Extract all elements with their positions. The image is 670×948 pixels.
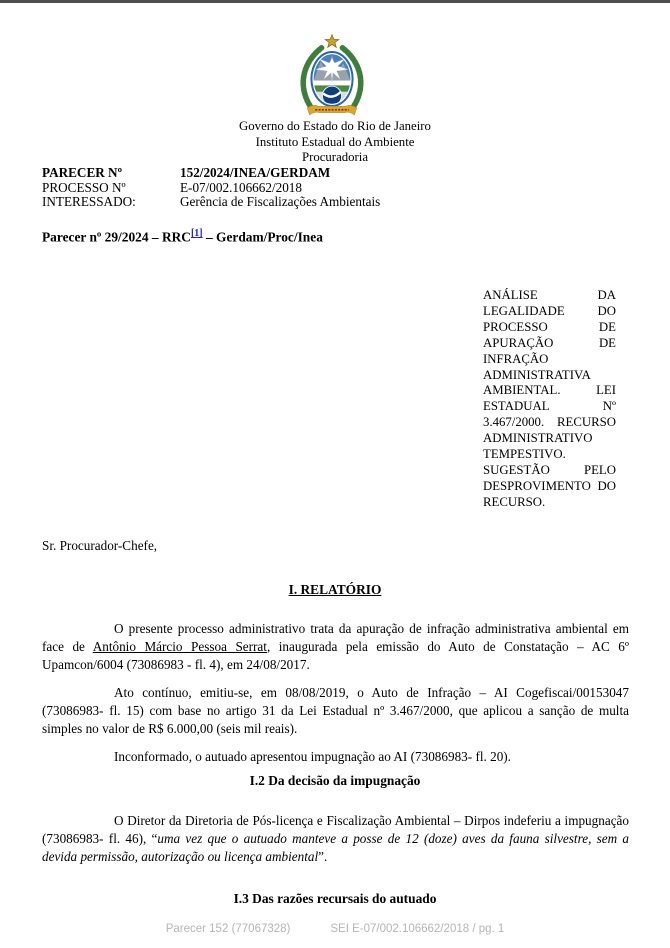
letterhead-institute: Instituto Estadual do Ambiente: [255, 134, 415, 149]
paragraph-4: [42, 812, 629, 866]
footnote-1-link[interactable]: [1]: [190, 228, 203, 239]
letterhead: [0, 119, 670, 166]
process-number-value: E-07/002.106662/2018: [180, 179, 302, 195]
parecer-number-label: PARECER Nº: [42, 165, 122, 180]
paragraph-1-text-cont: , inaugurada pela emissão do Auto de Constatação – AC 6º Upamcon/6004 (73086983 - fl. 4), em 24/08/2017.: [42, 639, 629, 672]
section-title-razoes-recursais: I.3 Das razões recursais do autuado: [233, 891, 437, 906]
paragraph-1: [42, 620, 629, 674]
letterhead-government: Governo do Estado do Rio de Janeiro: [239, 119, 431, 133]
process-number-label: PROCESSO Nº: [42, 179, 126, 195]
interested-party-label: INTERESSADO:: [42, 194, 136, 210]
viewer-top-edge: [0, 0, 670, 3]
parecer-number-value: 152/2024/INEA/GERDAM: [180, 165, 331, 180]
paragraph-3: Inconformado, o autuado apresentou impugnação ao AI (73086983- fl. 20).: [114, 749, 511, 764]
sei-page-footer: [0, 923, 670, 935]
paragraph-2: Ato contínuo, emitiu-se, em 08/08/2019, o Auto de Infração – AI Cogefiscai/00153047 (73086983- fl. 15) com base no artigo 31 da Lei Estadual nº 3.467/2000, que aplicou a sanção de multa simples no valor de R$ 6.000,00 (seis mil reais).: [42, 685, 629, 736]
reference-prefix: Parecer nº 29/2024 – RRC: [42, 229, 191, 245]
meta-row-processo: [42, 181, 380, 196]
decision-quote: uma vez que o autuado manteve a posse de 12 (doze) aves da fauna silvestre, sem a devida permissão, autorização ou licença ambiental: [42, 831, 629, 864]
interested-party-value: Gerência de Fiscalizações Ambientais: [180, 194, 381, 210]
paragraph-4-text: O Diretor da Diretoria de Pós-licença e Fiscalização Ambiental – Dirpos indeferiu a impugnação (73086983- fl. 46), “: [42, 813, 629, 846]
footer-process-page-label: SEI E-07/002.106662/2018 / pg. 1: [330, 923, 505, 935]
rio-state-coat-of-arms: [292, 34, 372, 120]
reference-suffix: – Gerdam/Proc/Inea: [202, 229, 323, 245]
paragraph-4-text-end: ”.: [318, 849, 328, 864]
paragraph-1-text: O presente processo administrativo trata da apuração de infração administrativa ambiental em face de: [42, 621, 629, 654]
meta-row-parecer: [42, 166, 380, 181]
parecer-reference-line: [42, 228, 323, 245]
ementa-summary: ANÁLISE DA LEGALIDADE DO PROCESSO DE APURAÇÃO DE INFRAÇÃO ADMINISTRATIVA AMBIENTAL. LEI ESTADUAL Nº 3.467/2000. RECURSO ADMINISTRATIVO TEMPESTIVO. SUGESTÃO PELO DESPROVIMENTO DO RECURSO.: [483, 288, 616, 509]
salutation: Sr. Procurador-Chefe,: [42, 538, 158, 553]
letterhead-department: Procuradoria: [301, 150, 369, 164]
meta-row-interessado: [42, 195, 380, 210]
accused-name: Antônio Márcio Pessoa Serrat: [92, 639, 267, 654]
star-icon: [325, 35, 339, 48]
document-meta: [42, 166, 380, 210]
section-title-relatorio: I. RELATÓRIO: [288, 582, 382, 597]
footer-document-label: Parecer 152 (77067328): [165, 923, 291, 935]
section-title-decisao-impugnacao: I.2 Da decisão da impugnação: [249, 773, 421, 788]
